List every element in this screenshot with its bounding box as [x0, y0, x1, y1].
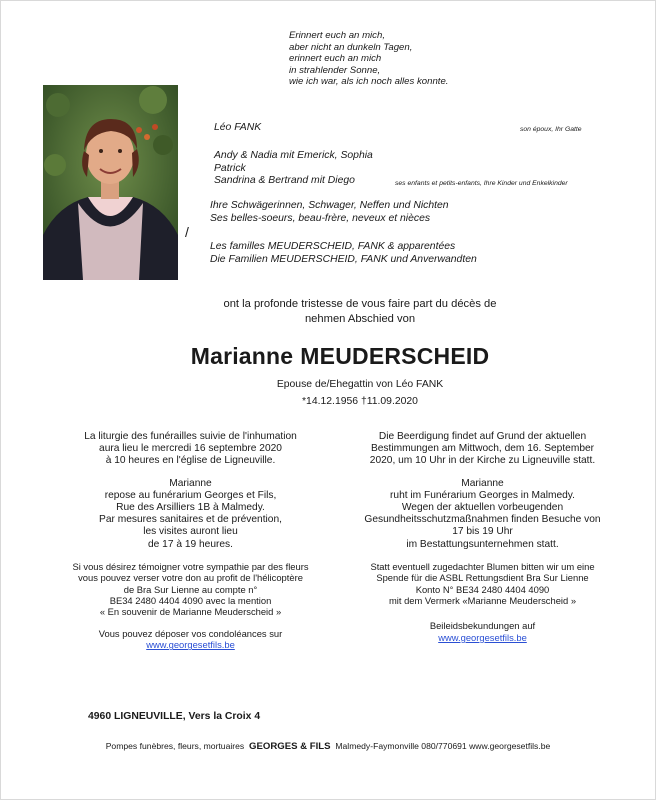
funeral-info-de: [350, 431, 615, 468]
footer-suffix: Malmedy-Faymonville 080/770691 www.georgesetfils.be: [335, 741, 551, 751]
text-line: ruht im Funérarium Georges in Malmedy.: [390, 489, 575, 501]
spouse-name: Léo FANK: [214, 122, 262, 133]
children-line: Patrick: [214, 162, 246, 174]
german-column: [350, 431, 615, 653]
families-line: Die Familien MEUDERSCHEID, FANK und Anverwandten: [210, 253, 477, 265]
donation-info-fr: [58, 561, 323, 618]
text-line: aura lieu le mercredi 16 septembre 2020: [99, 443, 282, 455]
poem-line: in strahlender Sonne,: [289, 64, 381, 76]
text-line: vous pouvez verser votre don au profit de l'hélicoptère: [78, 572, 303, 584]
condolences-de: [350, 620, 615, 643]
intro-line: ont la profonde tristesse de vous faire part du décès de: [223, 298, 497, 310]
text-line: Gesundheitsschutzmaßnahmen finden Besuche von: [364, 514, 601, 526]
text-line: Par mesures sanitaires et de prévention,: [99, 514, 282, 526]
text-line: Marianne: [169, 477, 212, 489]
last-name: MEUDERSCHEID: [300, 343, 490, 369]
text-line: La liturgie des funérailles suivie de l'inhumation: [84, 431, 297, 442]
donation-info-de: [350, 561, 615, 607]
text-line: repose au funérarium Georges et Fils,: [104, 489, 277, 501]
footer-brand: GEORGES & FILS: [249, 741, 331, 752]
text-line: mit dem Vermerk «Marianne Meuderscheid »: [388, 595, 577, 607]
text-line: Vous pouvez déposer vos condoléances sur: [98, 627, 283, 639]
poem-line: erinnert euch an mich: [289, 53, 382, 65]
text-line: Die Beerdigung findet auf Grund der aktuellen: [378, 431, 587, 442]
separator-slash: /: [185, 224, 189, 240]
text-line: 17 bis 19 Uhr: [452, 526, 513, 538]
text-line: « En souvenir de Marianne Meuderscheid »: [99, 606, 282, 618]
french-column: [58, 431, 323, 661]
portrait-photo: [43, 85, 178, 280]
text-line: de 17 à 19 heures.: [148, 538, 233, 550]
poem-line: Erinnert euch an mich,: [289, 30, 385, 41]
life-dates: *14.12.1956 †11.09.2020: [302, 396, 418, 407]
children-line: Sandrina & Bertrand mit Diego: [214, 175, 355, 187]
funeral-info-fr: [58, 431, 323, 468]
footer-prefix: Pompes funèbres, fleurs, mortuaires: [105, 741, 245, 751]
text-line: à 10 heures en l'église de Ligneuville.: [105, 455, 276, 467]
children-relation-note: ses enfants et petits-enfants, Ihre Kinder und Enkelkinder: [395, 180, 568, 187]
text-line: les visites auront lieu: [143, 526, 238, 538]
deceased-name: [120, 343, 560, 370]
funeral-home-footer: [0, 741, 656, 752]
text-line: Konto N° BE34 2480 4404 4090: [415, 583, 550, 595]
text-line: Spende für die ASBL Rettungsdient Bra Sur Lienne: [376, 572, 589, 584]
spouse-relation-note: son époux, Ihr Gatte: [520, 126, 582, 133]
families-list: [210, 241, 477, 266]
inlaws-line: Ihre Schwägerinnen, Schwager, Neffen und Nichten: [210, 200, 449, 211]
memorial-poem: [289, 30, 448, 88]
website-link[interactable]: www.georgesetfils.be: [438, 631, 527, 643]
children-line: Andy & Nadia mit Emerick, Sophia: [214, 150, 373, 161]
text-line: Marianne: [461, 477, 504, 489]
text-line: Rue des Arsilliers 1B à Malmedy.: [116, 502, 265, 514]
text-line: Wegen der aktuellen vorbeugenden: [401, 502, 564, 514]
text-line: BE34 2480 4404 4090 avec la mention: [109, 595, 272, 607]
families-line: Les familles MEUDERSCHEID, FANK & apparentées: [210, 241, 456, 252]
text-line: Beileidsbekundungen auf: [429, 620, 536, 632]
website-link[interactable]: www.georgesetfils.be: [146, 639, 235, 651]
announcement-intro: [180, 297, 540, 327]
text-line: 2020, um 10 Uhr in der Kirche zu Ligneuville statt.: [369, 455, 596, 467]
condolences-fr: [58, 628, 323, 651]
intro-line: nehmen Abschied von: [304, 313, 416, 325]
visitation-info-fr: [58, 478, 323, 551]
inlaws-list: [210, 200, 449, 225]
poem-line: aber nicht an dunkeln Tagen,: [289, 41, 413, 53]
children-list: [214, 150, 373, 188]
text-line: im Bestattungsunternehmen statt.: [406, 538, 559, 550]
first-name: Marianne: [190, 343, 294, 369]
poem-line: wie ich war, als ich noch alles konnte.: [289, 76, 449, 88]
inlaws-line: Ses belles-soeurs, beau-frère, neveux et nièces: [210, 212, 431, 224]
spouse-line: Epouse de/Ehegattin von Léo FANK: [276, 379, 444, 390]
text-line: Bestimmungen am Mittwoch, dem 16. September: [370, 443, 595, 455]
text-line: de Bra Sur Lienne au compte n°: [123, 583, 258, 595]
visitation-info-de: [350, 478, 615, 551]
text-line: Si vous désirez témoigner votre sympathie par des fleurs: [72, 560, 309, 572]
home-address: 4960 LIGNEUVILLE, Vers la Croix 4: [88, 711, 261, 722]
text-line: Statt eventuell zugedachter Blumen bitten wir um eine: [370, 560, 595, 572]
